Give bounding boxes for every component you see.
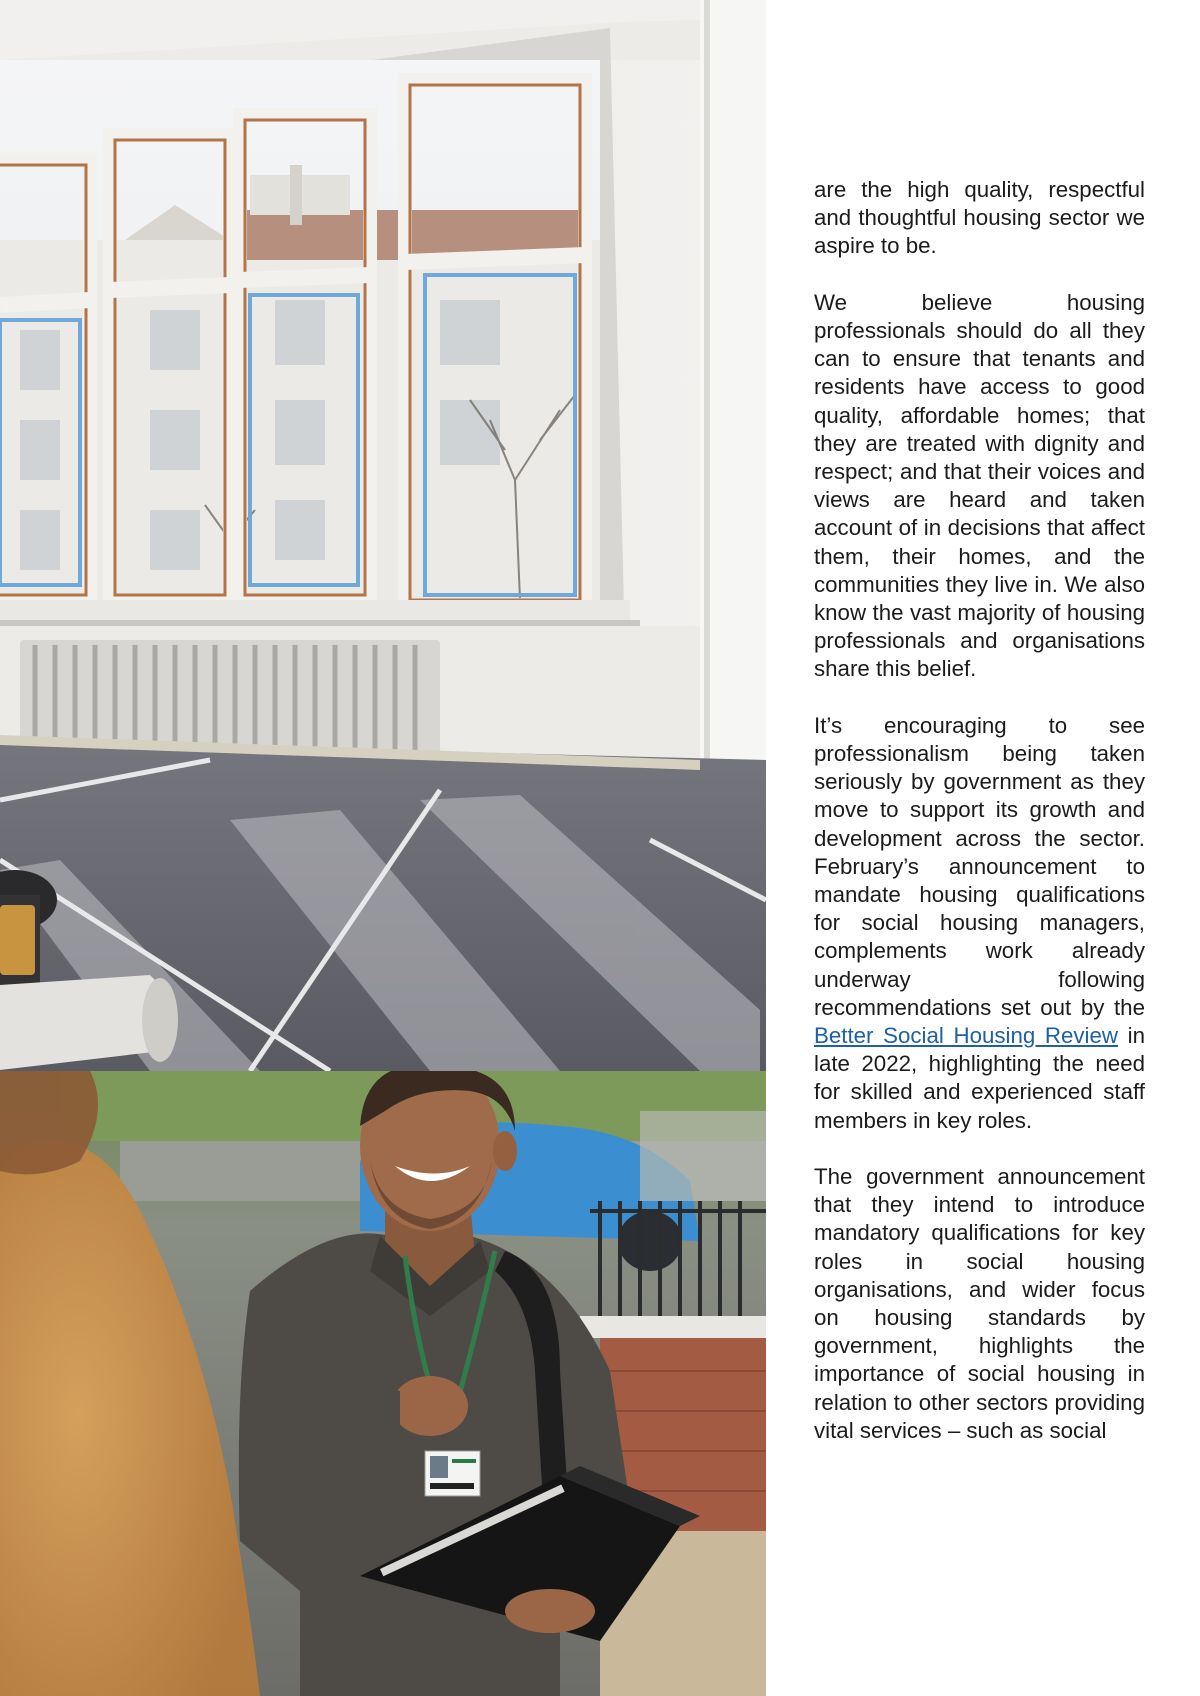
room-photo <box>0 0 766 1071</box>
better-social-housing-review-link[interactable]: Better Social Housing Review <box>814 1023 1119 1049</box>
paragraph-3-text-before: It’s encouraging to see professionalism being taken seriously by government as they move to support its growth and development across the sector. February’s announcement to mandate housing qualifications for social housing managers, complements work already underway following recommendations set out by the <box>814 712 1145 1020</box>
paragraph-2: We believe housing professionals should do all they can to ensure that tenants and residents have access to good quality, affordable homes; that they are treated with dignity and respect; and that their voices and views are heard and taken account of in decisions that affect them, their homes, and the communities they live in. We also know the vast majority of housing professionals and organisations share this belief. <box>814 289 1145 682</box>
paragraph-3-text-after: in late 2022, highlighting the need for skilled and experienced staff members in key roles. <box>814 1023 1145 1133</box>
room-photo-illustration <box>0 0 766 1071</box>
housing-officer-illustration <box>0 1071 766 1696</box>
article-text-column <box>814 176 1145 1473</box>
housing-officer-photo <box>0 1071 766 1696</box>
paragraph-1: are the high quality, respectful and thoughtful housing sector we aspire to be. <box>814 177 1145 259</box>
paragraph-3 <box>814 712 1145 1135</box>
paragraph-4: The government announcement that they intend to introduce mandatory qualifications for key roles in social housing organisations, and wider focus on housing standards by government, highlights the importance of social housing in relation to other sectors providing vital services – such as social <box>814 1164 1145 1443</box>
